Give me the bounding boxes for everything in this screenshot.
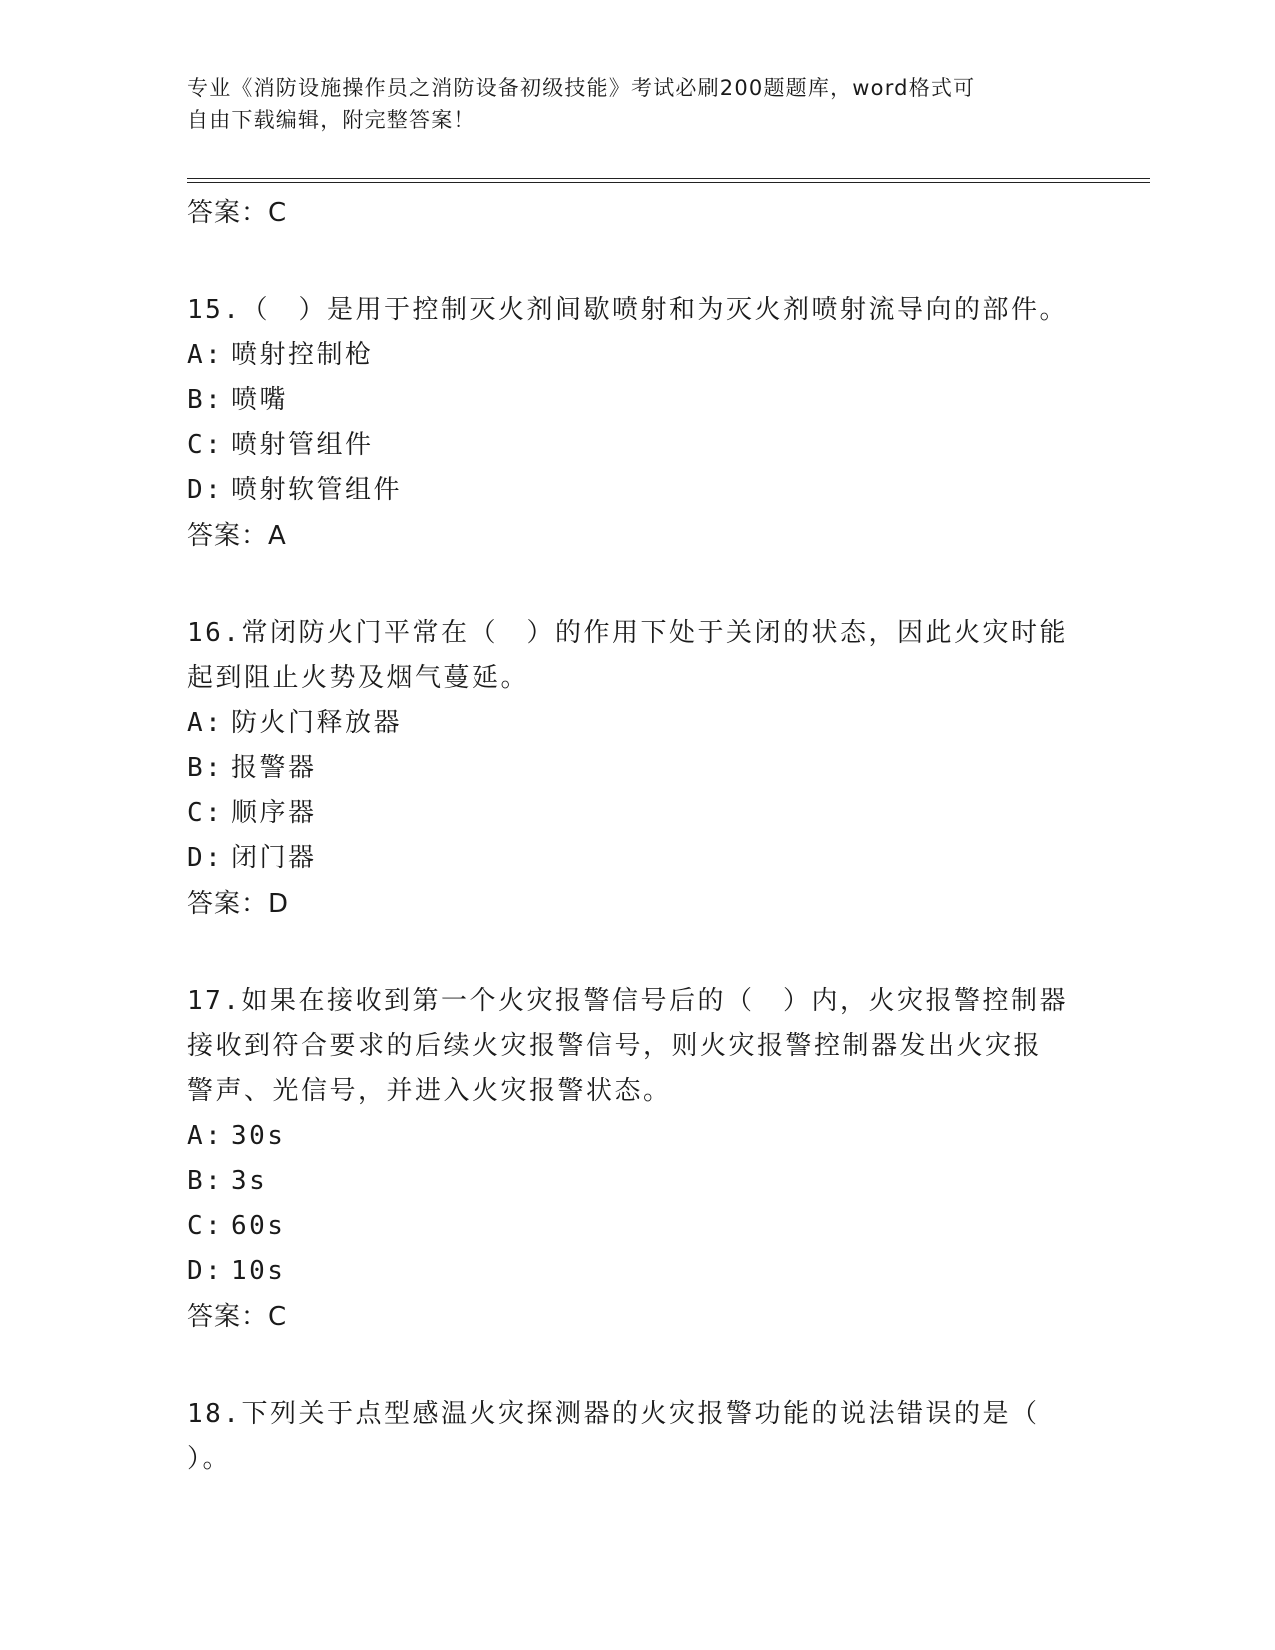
option-a <box>187 701 1077 746</box>
option-text: 闭门器 <box>231 843 317 873</box>
answer: 答案：C <box>187 1302 288 1332</box>
option-letter: B: <box>187 1166 224 1196</box>
previous-answer: 答案：C <box>187 198 288 228</box>
option-text: 60s <box>231 1211 286 1241</box>
option-a <box>187 333 1077 378</box>
option-letter: A: <box>187 340 224 370</box>
option-letter: D: <box>187 475 224 505</box>
option-d <box>187 836 1077 881</box>
option-text: 喷射管组件 <box>231 430 374 460</box>
option-letter: A: <box>187 708 224 738</box>
option-text: 3s <box>231 1166 268 1196</box>
option-text: 报警器 <box>231 753 317 783</box>
header-line-2: 自由下载编辑，附完整答案！ <box>187 108 476 132</box>
option-b <box>187 1159 1077 1204</box>
option-text: 防火门释放器 <box>231 708 403 738</box>
header-divider <box>187 178 1150 183</box>
option-text: 10s <box>231 1256 286 1286</box>
question-stem-line: 16.常闭防火门平常在（ ）的作用下处于关闭的状态，因此火灾时能 <box>187 618 1068 648</box>
option-text: 30s <box>231 1121 286 1151</box>
question-stem: 15.（ ）是用于控制灭火剂间歇喷射和为灭火剂喷射流导向的部件。 <box>187 295 1068 325</box>
option-c <box>187 423 1077 468</box>
option-text: 喷射控制枪 <box>231 340 374 370</box>
question-stem-line: 接收到符合要求的后续火灾报警信号，则火灾报警控制器发出火灾报 <box>187 1031 1043 1061</box>
document-header <box>187 72 1087 136</box>
question-stem-line: 18.下列关于点型感温火灾探测器的火灾报警功能的说法错误的是（ <box>187 1399 1040 1429</box>
option-c <box>187 791 1077 836</box>
header-line-1: 专业《消防设施操作员之消防设备初级技能》考试必刷200题题库，word格式可 <box>187 76 976 100</box>
question-stem-line: 起到阻止火势及烟气蔓延。 <box>187 663 530 693</box>
question-18 <box>187 1392 1077 1482</box>
option-d <box>187 1249 1077 1294</box>
option-c <box>187 1204 1077 1249</box>
option-letter: B: <box>187 753 224 783</box>
question-stem-line: ）。 <box>187 1444 232 1474</box>
option-letter: B: <box>187 385 224 415</box>
option-letter: D: <box>187 1256 224 1286</box>
answer: 答案：A <box>187 521 287 551</box>
question-stem-line: 警声、光信号，并进入火灾报警状态。 <box>187 1076 672 1106</box>
option-text: 顺序器 <box>231 798 317 828</box>
option-b <box>187 378 1077 423</box>
option-text: 喷射软管组件 <box>231 475 403 505</box>
option-letter: C: <box>187 798 224 828</box>
option-a <box>187 1114 1077 1159</box>
option-letter: C: <box>187 1211 224 1241</box>
question-stem-line: 17.如果在接收到第一个火灾报警信号后的（ ）内，火灾报警控制器 <box>187 986 1068 1016</box>
question-17 <box>187 979 1077 1340</box>
document-body <box>187 190 1077 1482</box>
option-letter: C: <box>187 430 224 460</box>
option-letter: D: <box>187 843 224 873</box>
answer: 答案：D <box>187 889 290 919</box>
option-b <box>187 746 1077 791</box>
question-15 <box>187 288 1077 559</box>
option-d <box>187 468 1077 513</box>
question-16 <box>187 611 1077 927</box>
option-letter: A: <box>187 1121 224 1151</box>
option-text: 喷嘴 <box>231 385 289 415</box>
